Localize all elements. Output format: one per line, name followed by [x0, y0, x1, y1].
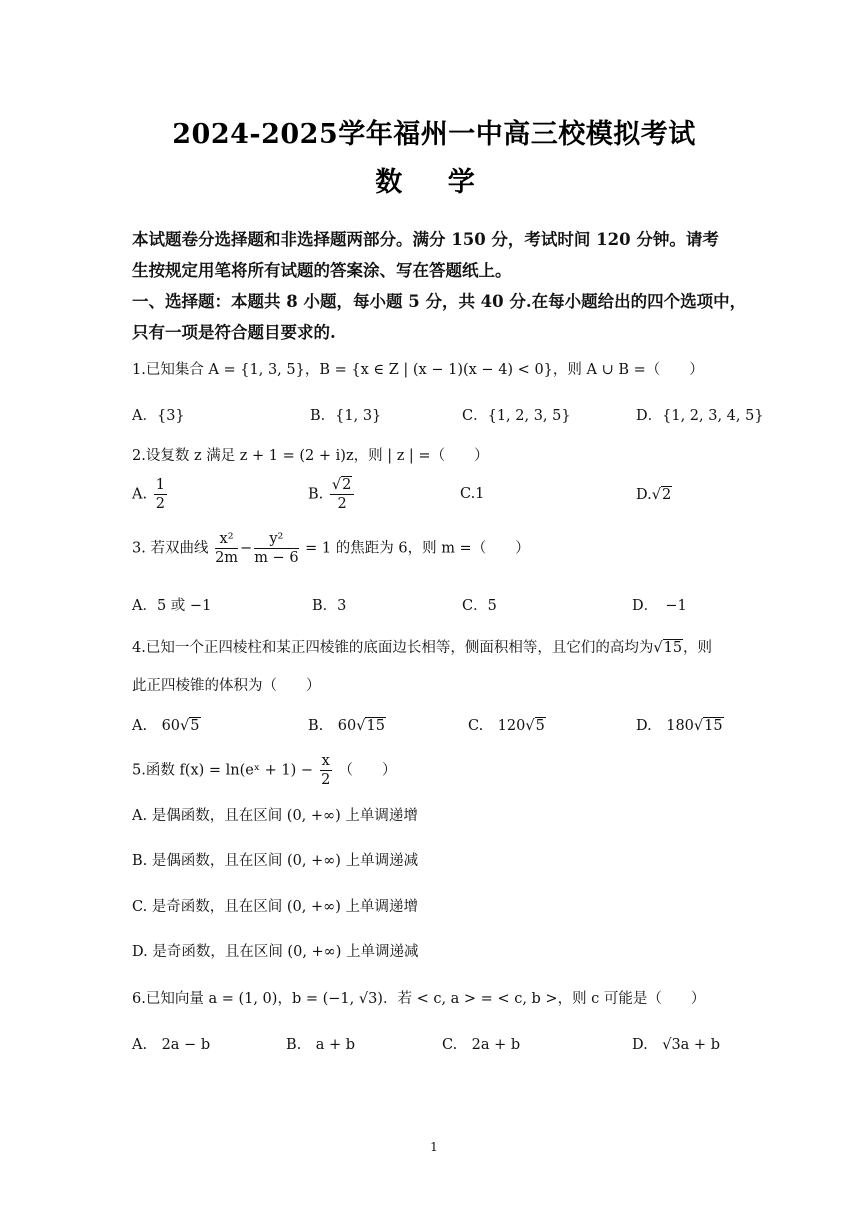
sqrt-radicand: 15	[366, 718, 385, 734]
q4-option-a: A. 60√5	[132, 718, 200, 734]
fraction-numerator: 1	[155, 477, 165, 493]
q5-option-c: C. 是奇函数，且在区间 (0, +∞) 上单调递增	[132, 899, 418, 915]
page-number: 1	[430, 1140, 438, 1154]
q1-option-c: C．{1, 2, 3, 5}	[462, 408, 571, 424]
q1-option-a: A．{3}	[132, 408, 185, 424]
q4-option-b-label: B. 60	[308, 718, 357, 734]
fraction-numerator: x²	[215, 530, 238, 549]
q3-fraction-2	[254, 530, 298, 567]
question-4-stem-line-1: 4.已知一个正四棱柱和某正四棱锥的底面边长相等，侧面积相等，且它们的高均为√15，则	[132, 640, 713, 656]
q2-option-b-fraction	[330, 476, 354, 513]
section-heading-2: 只有一项是符合题目要求的.	[132, 323, 336, 342]
question-4-stem-line-2: 此正四棱锥的体积为（ ）	[132, 678, 321, 694]
question-3-stem: 3. 若双曲线 $\frac{\text{x²}}{2m}$ − $\frac{\text{y²}}{m - 6}$ = 1 的焦距为 6，则 m =（ ）	[132, 531, 530, 566]
q4-stem-end: ，则	[683, 640, 713, 656]
q3-stem-prefix: 3. 若双曲线	[132, 540, 209, 557]
question-1-stem: 1.已知集合 A = {1, 3, 5}，B = {x ∈ Z | (x − 1)(x − 4) < 0}，则 A ∪ B =（ ）	[132, 362, 704, 378]
sqrt-radicand: 15	[704, 718, 723, 734]
q5-option-b: B. 是偶函数，且在区间 (0, +∞) 上单调递减	[132, 853, 419, 869]
q3-option-d: D． −1	[632, 598, 687, 614]
q1-option-d: D．{1, 2, 3, 4, 5}	[636, 408, 764, 424]
q4-stem-text: 4.已知一个正四棱柱和某正四棱锥的底面边长相等，侧面积相等，且它们的高均为	[132, 640, 654, 656]
q5-option-a: A. 是偶函数，且在区间 (0, +∞) 上单调递增	[132, 808, 418, 824]
q3-option-c: C．5	[462, 598, 497, 614]
q5-stem-prefix: 5.函数 f(x) = ln(eˣ + 1) −	[132, 762, 314, 779]
subject-title: 数 学	[375, 167, 493, 198]
q5-fraction	[320, 752, 332, 789]
fraction-denominator: 2	[321, 772, 331, 788]
q2-option-d: D.√2	[636, 487, 672, 503]
sqrt-radicand: 15	[663, 640, 683, 656]
intro-line-1: 本试题卷分选择题和非选择题两部分。满分 150 分，考试时间 120 分钟。请考	[132, 230, 719, 249]
q5-option-d: D. 是奇函数，且在区间 (0, +∞) 上单调递减	[132, 944, 419, 960]
q6-option-a: A. 2a − b	[132, 1037, 211, 1053]
q6-option-b: B. a + b	[286, 1037, 356, 1053]
sqrt-radicand: 5	[535, 718, 545, 734]
fraction-numerator: x	[321, 753, 330, 769]
section-heading-1: 一、选择题：本题共 8 小题，每小题 5 分，共 40 分.在每小题给出的四个选项中，	[132, 292, 747, 311]
sqrt-radicand: 5	[190, 718, 200, 734]
sqrt-radicand: 2	[661, 487, 672, 503]
q1-option-b: B．{1, 3}	[310, 408, 382, 424]
q3-option-b: B．3	[312, 598, 347, 614]
q3-option-a: A．5 或 −1	[132, 598, 212, 614]
q4-option-d: D. 180√15	[636, 718, 723, 734]
q2-option-d-label: D.	[636, 487, 652, 503]
fraction-denominator: m − 6	[254, 550, 299, 566]
fraction-numerator: y²	[254, 530, 298, 549]
fraction-denominator: 2m	[215, 550, 239, 566]
exam-title: 2024-2025学年福州一中高三校模拟考试	[172, 119, 696, 150]
q4-option-b: B. 60√15	[308, 718, 385, 734]
q5-stem-suffix: （ ）	[338, 762, 397, 779]
q2-option-a-label: A.	[132, 486, 148, 503]
q2-option-c: C.1	[460, 486, 485, 502]
question-2-stem: 2.设复数 z 满足 z + 1 = (2 + i)z，则 | z | =（ ）	[132, 448, 489, 464]
intro-line-2: 生按规定用笔将所有试题的答案涂、写在答题纸上。	[132, 261, 512, 280]
q2-option-a-fraction	[154, 476, 167, 513]
q4-option-d-label: D. 180	[636, 718, 694, 734]
q4-option-c: C. 120√5	[468, 718, 545, 734]
fraction-denominator: 2	[337, 496, 347, 512]
fraction-numerator: √2	[330, 476, 354, 495]
fraction-denominator: 2	[155, 496, 165, 512]
q3-stem-suffix: = 1 的焦距为 6，则 m =（ ）	[305, 540, 530, 557]
q6-option-c: C. 2a + b	[442, 1037, 521, 1053]
question-6-stem: 6.已知向量 a = (1, 0)，b = (−1, √3)．若 < c, a > = < c, b >，则 c 可能是（ ）	[132, 991, 706, 1007]
q6-option-d: D. √3a + b	[632, 1037, 720, 1053]
sqrt-radicand: 2	[342, 477, 352, 493]
q2-option-a	[132, 476, 169, 513]
question-5-stem	[132, 752, 752, 789]
q2-option-b	[308, 476, 356, 513]
q4-option-c-label: C. 120	[468, 718, 526, 734]
q2-option-b-label: B.	[308, 486, 324, 503]
q3-fraction-1	[215, 530, 238, 567]
q4-option-a-label: A. 60	[132, 718, 181, 734]
